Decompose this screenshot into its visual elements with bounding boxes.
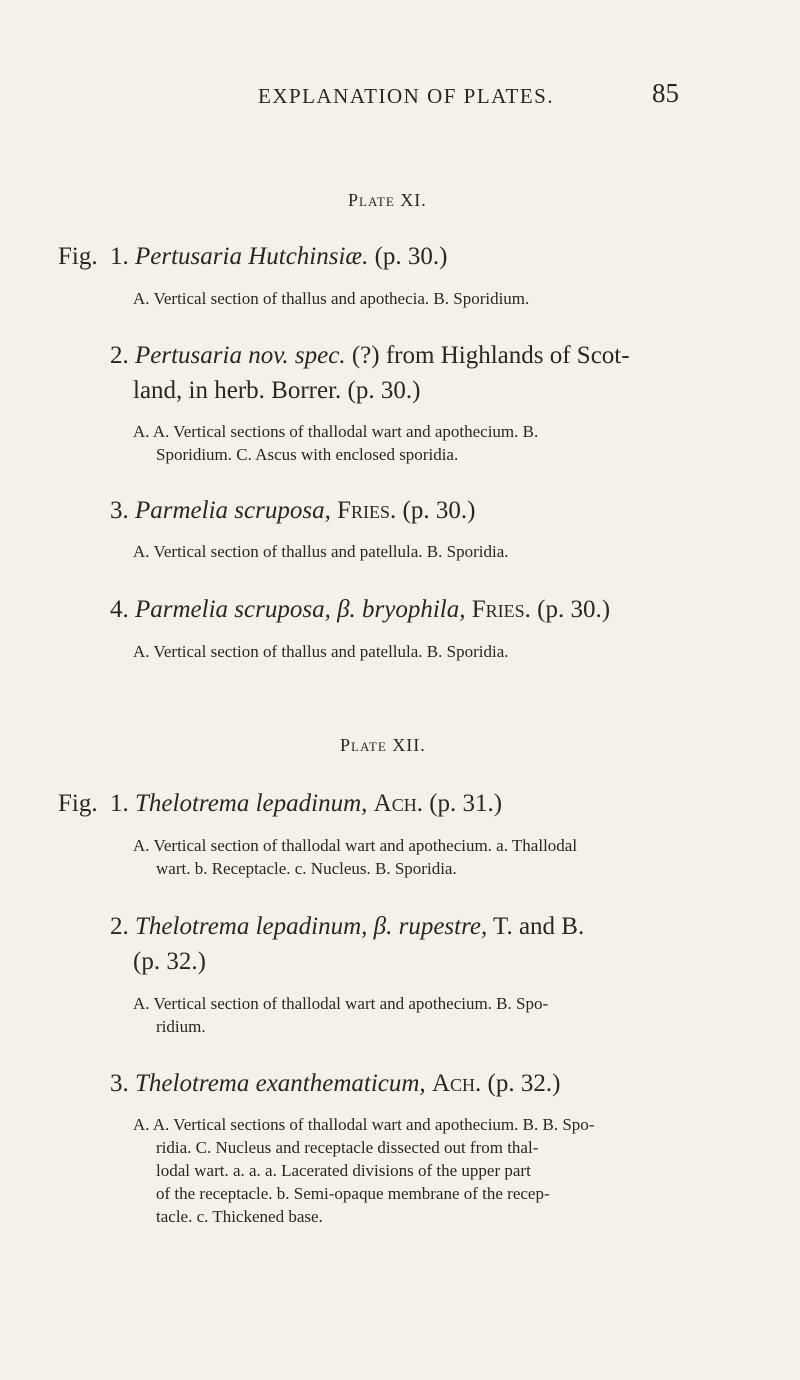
- locality: (?) from Highlands of Scot-: [351, 342, 630, 369]
- plate-xii-fig-2-ref: (p. 32.): [133, 948, 206, 975]
- plate-xii-fig-3-desc-3: lodal wart. a. a. a. Lacerated divisions of the upper part: [156, 1161, 531, 1180]
- fig-number: 2.: [110, 342, 129, 369]
- plate-xi-fig-1-title: [110, 243, 448, 271]
- author: Ach.: [373, 790, 423, 817]
- species-name: Parmelia scruposa,: [135, 497, 331, 524]
- species-name: Pertusaria nov. spec.: [135, 342, 346, 369]
- plate-xi-fig-2-desc-2: Sporidium. C. Ascus with enclosed sporidia.: [156, 445, 459, 464]
- page-reference: (p. 30.): [374, 243, 448, 270]
- plate-xii-fig-1-desc-2: wart. b. Receptacle. c. Nucleus. B. Sporidia.: [156, 859, 457, 878]
- species-name: Pertusaria Hutchinsiæ.: [135, 243, 369, 270]
- plate-xii-fig-1-title: [110, 790, 502, 818]
- fig-number: 4.: [110, 596, 129, 623]
- plate-xii-fig-2-desc-2: ridium.: [156, 1017, 206, 1036]
- plate-xi-fig-2-title: [110, 342, 630, 370]
- plate-xii-fig-3-desc-1: A. A. Vertical sections of thallodal wart and apothecium. B. B. Spo-: [133, 1115, 595, 1134]
- plate-xii-fig-3-desc-4: of the receptacle. b. Semi-opaque membrane of the recep-: [156, 1184, 550, 1203]
- plate-xii-fig-1-desc-1: A. Vertical section of thallodal wart and apothecium. a. Thallodal: [133, 836, 578, 855]
- plate-xii-fig-3-desc-2: ridia. C. Nucleus and receptacle dissected out from thal-: [156, 1138, 539, 1157]
- fig-number: 3.: [110, 1070, 129, 1097]
- fig-number: 1.: [110, 790, 129, 817]
- running-head: EXPLANATION OF PLATES.: [258, 84, 555, 108]
- plate-xi-fig-label: Fig.: [58, 243, 98, 270]
- page-reference: (p. 32.): [487, 1070, 561, 1097]
- fig-number: 2.: [110, 913, 129, 940]
- plate-xi-fig-2-desc-1: A. A. Vertical sections of thallodal wart and apothecium. B.: [133, 422, 539, 441]
- plate-xi-fig-4-title: [110, 596, 610, 624]
- plate-xi-fig-3-title: [110, 497, 475, 525]
- plate-xii-fig-3-desc-5: tacle. c. Thickened base.: [156, 1207, 323, 1226]
- plate-xi-fig-2-title-cont: land, in herb. Borrer. (p. 30.): [133, 377, 421, 404]
- plate-xi-fig-1-desc: A. Vertical section of thallus and apothecia. B. Sporidium.: [133, 289, 530, 308]
- species-name: Thelotrema lepadinum, β. rupestre,: [135, 913, 488, 940]
- plate-xii-heading: Plate XII.: [340, 735, 426, 755]
- author: Fries.: [471, 596, 531, 623]
- plate-xii-fig-label: Fig.: [58, 790, 98, 817]
- species-name: Parmelia scruposa, β. bryophila,: [135, 596, 466, 623]
- page-reference: (p. 30.): [402, 497, 476, 524]
- plate-xii-fig-2-desc-1: A. Vertical section of thallodal wart and apothecium. B. Spo-: [133, 994, 549, 1013]
- author: T. and B.: [493, 913, 585, 940]
- plate-xi-heading: Plate XI.: [348, 190, 427, 210]
- plate-xii-fig-2-title: [110, 913, 584, 941]
- species-name: Thelotrema exanthematicum,: [135, 1070, 426, 1097]
- page-reference: (p. 30.): [537, 596, 611, 623]
- fig-number: 1.: [110, 243, 129, 270]
- fig-number: 3.: [110, 497, 129, 524]
- plate-xi-fig-4-desc: A. Vertical section of thallus and patellula. B. Sporidia.: [133, 642, 509, 661]
- page-number: 85: [652, 78, 679, 108]
- author: Ach.: [431, 1070, 482, 1097]
- plate-xii-fig-3-title: [110, 1070, 560, 1098]
- species-name: Thelotrema lepadinum,: [135, 790, 368, 817]
- plate-xi-fig-3-desc: A. Vertical section of thallus and patellula. B. Sporidia.: [133, 542, 509, 561]
- page-reference: (p. 31.): [429, 790, 503, 817]
- author: Fries.: [337, 497, 397, 524]
